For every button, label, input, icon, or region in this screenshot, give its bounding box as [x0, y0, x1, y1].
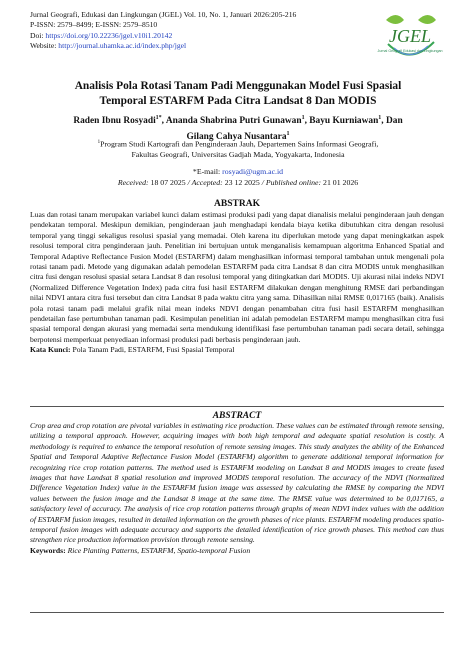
- website-label: Website:: [30, 40, 57, 50]
- abstrak-keywords: [30, 345, 444, 355]
- doi-line: [30, 31, 330, 41]
- published-date: 21 01 2026: [323, 178, 359, 187]
- abstract-body: Crop area and crop rotation are pivotal variables in estimating rice production. These values can be estimated through remote sensing, utilizing a temporal approach. However, acquiring images with both high temporal and adequate spatial resolution is costly. A methodology is required to enhance the temporal resolution of remote sensing images. This study analyzes the ability of the Enhanced Spatial and Temporal Adaptive Reflectance Fusion Model (ESTARFM) algorithm to generate additional temporal information for recognizing rice crop rotation patterns. The method used is ESTARFM modeling on Landsat 8 and MODIS images to create fused images that have Landsat 8 spatial resolution and improved MODIS temporal resolution. The accuracy of the NDVI (Normalized Difference Vegetation Index) value in the ESTARFM fusion image was assessed by calculating the RMSE by comparing the NDVI values between the fusion image and the Landsat 8 image at the same time. The RMSE value was determined to be 0,017165, a satisfactory level of accuracy. The analysis of rice crop rotation patterns through graphs of mean NDVI index values with the addition of ESTARFM fusion images, resulted in detailed information on the growth phases of rice plants. ESTARFM modeling produces spatio-temporal fusion images with adequate accuracy and supports the detailed identification of rice growth phases. This method can thus strengthen rice production information provision through remote sensing.: [30, 421, 444, 545]
- title-line-2: Temporal ESTARFM Pada Citra Landsat 8 Dan MODIS: [99, 95, 377, 107]
- logo-subtitle: Jurnal Geografi Edukasi dan Lingkungan: [377, 49, 443, 53]
- accepted-date: 23 12 2025: [224, 178, 260, 187]
- article-title: [60, 79, 416, 109]
- website-line: [30, 41, 330, 51]
- divider: [30, 612, 444, 613]
- abstrak-heading: ABSTRAK: [214, 199, 260, 209]
- email-label: *E-mail:: [192, 167, 221, 176]
- abstrak-section: [30, 210, 444, 356]
- issn-line: P-ISSN: 2579–8499; E-ISSN: 2579–8510: [30, 20, 158, 30]
- received-label: Received:: [117, 178, 149, 187]
- author-name: Gilang Cahya Nusantara: [186, 131, 287, 142]
- email-address[interactable]: rosyadi@ugm.ac.id: [222, 167, 284, 176]
- abstrak-body: Luas dan rotasi tanam merupakan variabel kunci dalam estimasi produksi padi yang dapat dianalisis melalui penginderaan jauh dengan pendekatan temporal. Meskipun demikian, penginderaan jauh menghadapi kendala biaya ketika dibutuhkan citra dengan resolusi temporal yang tinggi sekaligus resolusi spasial yang memadai. Oleh karena itu diperlukan metode yang dapat meningkatkan aspek resolusi temporal citra penginderaan jauh. Penelitian ini bertujuan untuk menganalisis kemampuan algoritma Enhanced Spatial and Temporal Adaptive Reflectance Fusion Model (ESTARFM) dalam menghasilkan informasi temporal tambahan untuk mengenali pola rotasi tanam padi. Metode yang digunakan adalah pemodelan ESTARFM pada citra Landsat 8 dan citra MODIS untuk menghasilkan citra fusi dengan resolusi spasial setara Landsat 8 dan resolusi temporal yang ditingkatkan dari MODIS. Uji akurasi nilai indeks NDVI (Normalized Difference Vegetation Index) pada citra fusi hasil ESTARFM dilakukan dengan menghitung RMSE dari perbandingan nilai NDVI antara citra fusi tersebut dan citra Landsat 8 pada waktu citra yang sama. Dihasilkan nilai RMSE 0,017165 (baik). Analisis pola rotasi tanam padi melalui grafik nilai mean indeks NDVI dengan penambahan citra fusi hasil ESTARFM menghasilkan pendetailan fase pertumbuhan tanaman padi. Kesimpulan penelitian ini adalah pemodelan ESTARFM mampu menghasilkan citra fusi spasial temporal dengan akurasi yang memadai serta mendukung identifikasi fase pertumbuhan tanaman padi secara detail, sehingga berpotensi memperkuat penyediaan informasi produksi padi berbasis penginderaan jauh.: [30, 210, 444, 344]
- author-list: Raden Ibnu Rosyadi$^{1*}$, Ananda Shabrina Putri Gunawan$^1$, Bayu Kurniawan$^1$, Dan Gilang Cahya Nusantara$^1$: [73, 115, 403, 142]
- corresponding-email: [60, 167, 416, 178]
- website-link[interactable]: http://journal.uhamka.ac.id/index.php/jgel: [58, 40, 187, 50]
- author-superscript: 1*: [155, 115, 162, 121]
- article-dates: Received: 18 07 2025 / Accepted: 23 12 2025 / Published online: 21 01 2026: [117, 178, 359, 187]
- accepted-label: Accepted:: [191, 178, 223, 187]
- abstract-keywords: [30, 546, 444, 556]
- received-date: 18 07 2025: [150, 178, 186, 187]
- abstract-section: [30, 421, 444, 556]
- author-name: Ananda Shabrina Putri Gunawan: [165, 116, 302, 127]
- author-superscript: 1: [286, 130, 290, 137]
- keywords-label: Kata Kunci:: [30, 345, 71, 355]
- jgel-logo: [374, 8, 446, 70]
- journal-header: [30, 10, 330, 51]
- divider: [30, 406, 444, 407]
- doi-label: Doi:: [30, 30, 44, 40]
- affiliation-superscript: 1: [97, 140, 101, 145]
- published-label: Published online:: [265, 178, 322, 187]
- author-name: Raden Ibnu Rosyadi: [73, 116, 156, 127]
- author-name: Bayu Kurniawan: [309, 116, 379, 127]
- affiliation-line-2: Fakultas Geografi, Universitas Gadjah Mada, Yogyakarta, Indonesia: [131, 150, 345, 160]
- abstract-heading: ABSTRACT: [212, 411, 262, 421]
- journal-citation-line: Jurnal Geografi, Edukasi dan Lingkungan (JGEL) Vol. 10, No. 1, Januari 2026:205-216: [30, 10, 297, 19]
- affiliation-line-1: Program Studi Kartografi dan Penginderaan Jauh, Departemen Sains Informasi Geografi,: [100, 139, 379, 149]
- affiliation: [60, 138, 416, 161]
- keywords-text: Pola Tanam Padi, ESTARFM, Fusi Spasial Temporal: [72, 345, 235, 355]
- author-superscript: 1: [378, 115, 382, 121]
- doi-link[interactable]: https://doi.org/10.22236/jgel.v10i1.20142: [45, 30, 173, 40]
- author-conjunction: Dan: [385, 116, 403, 127]
- author-superscript: 1: [301, 115, 305, 121]
- keywords-text: Rice Planting Patterns, ESTARFM, Spatio-temporal Fusion: [67, 545, 251, 555]
- keywords-label: Keywords:: [30, 545, 66, 555]
- logo-wordmark: JGEL: [389, 26, 431, 46]
- leaf-icon: [386, 15, 436, 24]
- title-line-1: Analisis Pola Rotasi Tanam Padi Menggunakan Model Fusi Spasial: [74, 80, 402, 92]
